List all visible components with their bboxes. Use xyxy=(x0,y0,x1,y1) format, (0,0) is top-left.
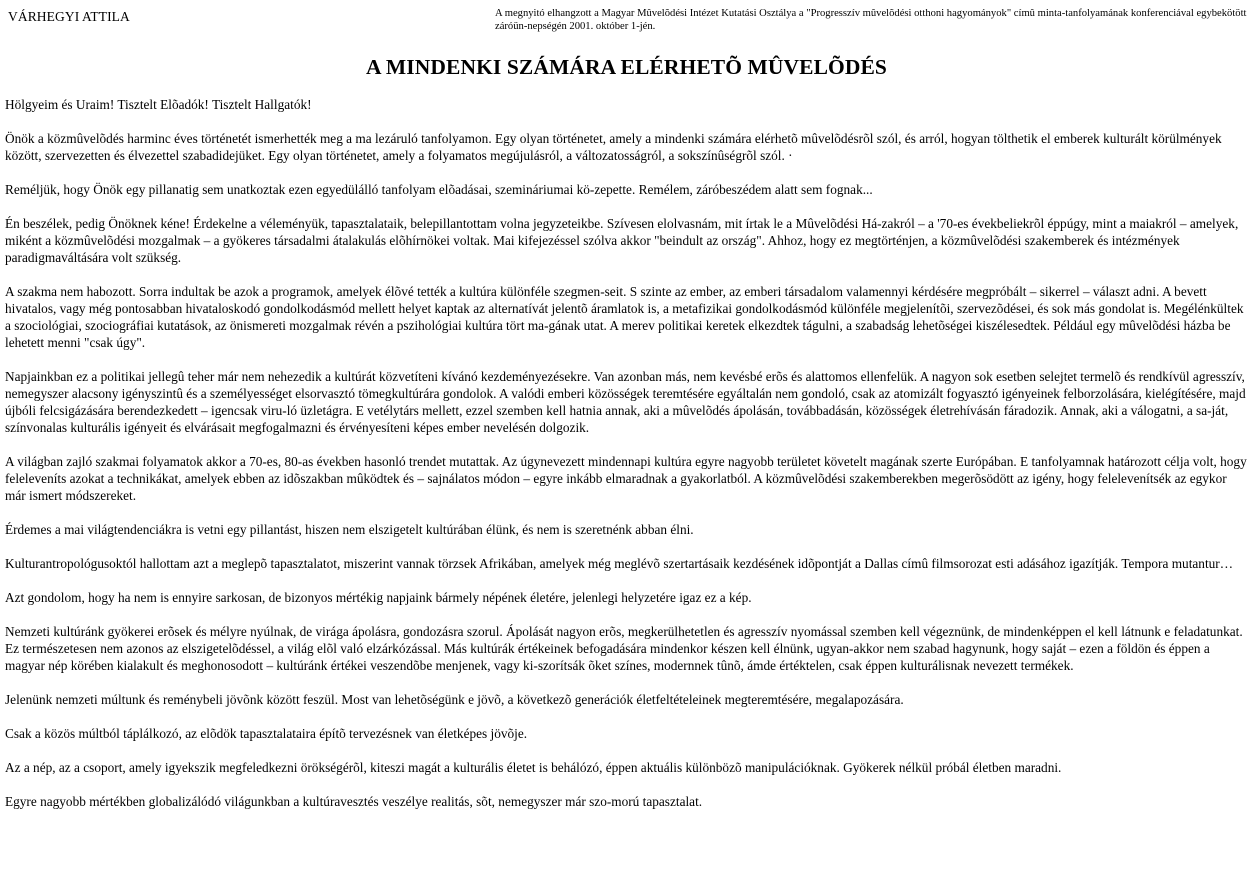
article-body xyxy=(5,96,1250,827)
paragraph-4: Én beszélek, pedig Önöknek kéne! Érdekelne a véleményük, tapasztalataik, belepillantottam volna jegyzeteikbe. Szívesen elolvasnám, mit írtak le a Mûvelõdési Há-zakról – a '70-es évekbeliekrõl éppúgy, mint a maiakról – amelyek, miként a közmûvelõdési mozgalmak – a gyökeres társadalmi átalakulás elõhírnökei voltak. Mai kifejezéssel szólva akkor "beindult az ország". Ahhoz, hogy ez megtörténjen, a közmûvelõdési szakemberek és intézmények paradigmaváltására volt szükség. xyxy=(5,216,1239,265)
paragraph-10: Azt gondolom, hogy ha nem is ennyire sarkosan, de bizonyos mértékig napjaink bármely népének életére, jelenlegi helyzetére igaz ez a kép. xyxy=(5,590,752,605)
paragraph-13: Csak a közös múltból táplálkozó, az elõdök tapasztalataira építõ tervezésnek van életképes jövõje. xyxy=(5,726,528,741)
document-header xyxy=(5,0,1248,46)
paragraph-12: Jelenünk nemzeti múltunk és reménybeli jövõnk között feszül. Most van lehetõségünk e jövõ, a következõ generációk életfeltételeinek megteremtésére, megalapozására. xyxy=(5,692,904,707)
paragraph-3: Reméljük, hogy Önök egy pillanatig sem unatkoztak ezen egyedülálló tanfolyam elõadásai, szemináriumai kö-zepette. Remélem, záróbeszédem alatt sem fognak... xyxy=(5,182,873,197)
paragraph-1: Hölgyeim és Uraim! Tisztelt Elõadók! Tisztelt Hallgatók! xyxy=(5,97,312,112)
speech-note: A megnyitó elhangzott a Magyar Mûvelõdési Intézet Kutatási Osztálya a "Progresszív mûvelõdési otthoni hagyományok" címû minta-tanfolyamának konferenciával egybekötött záróün-nepségén 2001. október 1-jén. xyxy=(495,8,1247,32)
paragraph-5: A szakma nem habozott. Sorra indultak be azok a programok, amelyek élõvé tették a kultúra különféle szegmen-seit. S szinte az ember, az emberi társadalom valamennyi kérdésére megpróbált – sikerrel – választ adni. A bevett hivatalos, vagy még pontosabban hivataloskodó gondolkodásmód mellett helyet kaptak az alternatívát jelentõ áramlatok is, a metafizikai gondolkodásmód különféle megjelenítõi, szervezõdései, és sok más gondolat is. Megélénkültek a szociológiai, szociográfiai kutatások, az önismereti mozgalmak révén a pszihológiai kultúra tört ma-gának utat. A merev politikai keretek elkezdtek tágulni, a szabadság lehetõségei kiszélesedtek. Például egy mûvelõdési házba be lehetett menni "csak úgy". xyxy=(5,284,1244,350)
paragraph-11: Nemzeti kultúránk gyökerei erõsek és mélyre nyúlnak, de virága ápolásra, gondozásra szorul. Ápolását nagyon erõs, megkerülhetetlen és agresszív nyomással szemben kell végeznünk, de mindenképpen el kell látnunk e feladatunkat. Ez természetesen nem azonos az elszigetelõdéssel, a világ elõl való elzárkózással. Más kultúrák értékeinek befogadására mindenkor készen kell élnünk, ugyan-akkor nem szabad hagynunk, hogy saját – ezen a földön és éppen a magyar nép körében kialakult és meghonosodott – kultúránk értékei veszendõbe menjenek, vagy ki-szorítsák õket színes, modernnek tûnõ, ámde értéktelen, csak éppen kulturálisnak nevezett termékek. xyxy=(5,624,1243,673)
paragraph-2: Önök a közmûvelõdés harminc éves történetét ismerhették meg a ma lezáruló tanfolyamon. Egy olyan történetet, amely a mindenki számára elérhetõ mûvelõdésrõl szól, és arról, hogyan tölthetik el emberek kulturált körülmények között, szervezetten és élvezettel szabadidejüket. Egy olyan történetet, amely a folyamatos megújulásról, a változatosságról, a sokszínûségrõl szól. · xyxy=(5,131,1222,163)
paragraph-7: A világban zajló szakmai folyamatok akkor a 70-es, 80-as években hasonló trendet mutattak. Az úgynevezett mindennapi kultúra egyre nagyobb területet követelt magának szerte Európában. E tanfolyamnak határozott célja volt, hogy feleleveníts azokat a technikákat, amelyek ebben az idõszakban mûködtek és – sajnálatos módon – egyre inkább elmaradnak a gyakorlatból. A közmûvelõdési szakemberekben megerõsödött az igény, hogy felelevenítsék az egykor már ismert módszereket. xyxy=(5,454,1247,503)
article-title: A MINDENKI SZÁMÁRA ELÉRHETÕ MÛVELÕDÉS xyxy=(366,55,887,79)
paragraph-15: Egyre nagyobb mértékben globalizálódó világunkban a kultúravesztés veszélye realitás, sõt, nemegyszer már szo-morú tapasztalat. xyxy=(5,794,703,809)
paragraph-9: Kulturantropológusoktól hallottam azt a meglepõ tapasztalatot, miszerint vannak törzsek Afrikában, amelyek még meglévõ szertartásaik kezdésének idõpontját a Dallas címû filmsorozat esti adásához igazítják. Tempora mutantur… xyxy=(5,556,1234,571)
author-name: VÁRHEGYI ATTILA xyxy=(8,9,130,24)
paragraph-6: Napjainkban ez a politikai jellegû teher már nem nehezedik a kultúrát közvetíteni kívánó kezdeményezésekre. Van azonban más, nem kevésbé erõs és alattomos ellenfelük. A nagyon sok esetben selejtet termelõ és rendkívül agresszív, nemegyszer alacsony igényszintû és a személyességet elsorvasztó tömegkultúrára gondolok. A valódi emberi közösségek teremtésére egyáltalán nem gondoló, csak az atomizált fogyasztó igényeinek felborzolására, kielégítésére, majd újbóli felcsigázására berendezkedett – igencsak viru-ló üzletágra. E vetélytárs mellett, ezzel szemben kell hatnia annak, aki a mûvelõdés ápolásán, továbbadásán, közösségek életrehívásán fáradozik. Annak, aki a válogatni, a sa-ját, színvonalas kulturális igényeit és elvárásait megfogalmazni és érvényesíteni képes ember nevelésén dolgozik. xyxy=(5,369,1246,435)
document-page xyxy=(5,0,1248,809)
paragraph-14: Az a nép, az a csoport, amely igyekszik megfeledkezni örökségérõl, kiteszi magát a kulturális életet is behálózó, éppen aktuális különbözõ manipulációknak. Gyökerek nélkül próbál életben maradni. xyxy=(5,760,1062,775)
paragraph-8: Érdemes a mai világtendenciákra is vetni egy pillantást, hiszen nem elszigetelt kultúrában élünk, és nem is szeretnénk abban élni. xyxy=(5,522,694,537)
